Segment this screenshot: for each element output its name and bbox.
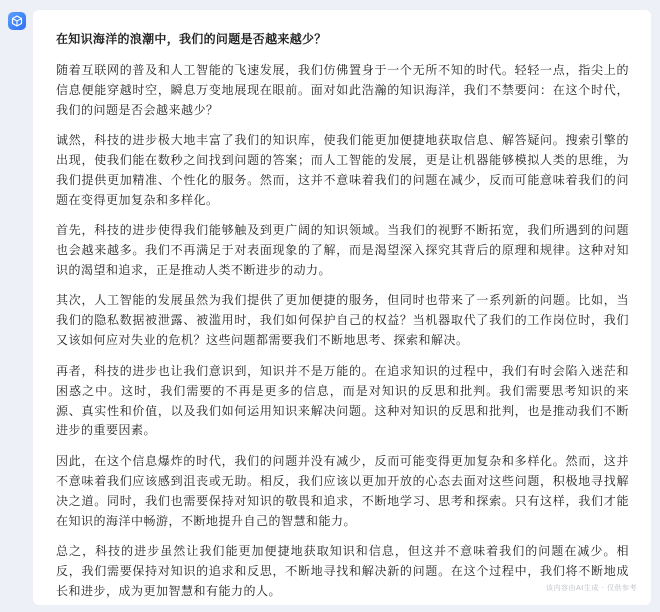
message-paragraph-4: 其次，人工智能的发展虽然为我们提供了更加便捷的服务，但同时也带来了一系列新的问题。比如，当我们的隐私数据被泄露、被滥用时，我们如何保护自己的权益？当机器取代了我们的工作岗位时，我们又该如何应对失业的危机？这些问题都需要我们不断地思考、探索和解决。 [56, 293, 629, 348]
message-paragraph-3: 首先，科技的进步使得我们能够触及到更广阔的知识领域。当我们的视野不断拓宽，我们所遇到的问题也会越来越多。我们不再满足于对表面现象的了解，而是渴望深入探究其背后的原理和规律。这种对知识的渴望和追求，正是推动人类不断进步的动力。 [56, 223, 629, 278]
assistant-avatar [8, 12, 26, 30]
message-paragraph-2: 诚然，科技的进步极大地丰富了我们的知识库，使我们能更加便捷地获取信息、解答疑问。搜索引擎的出现，使我们能在数秒之间找到问题的答案；而人工智能的发展，更是让机器能够模拟人类的思维，为我们提供更加精准、个性化的服务。然而，这并不意味着我们的问题在减少，反而可能意味着我们的问题在变得更加复杂和多样化。 [56, 133, 629, 207]
assistant-message-card [33, 10, 651, 605]
ai-disclaimer-watermark: 该内容由AI生成 · 仅供参考 [545, 584, 637, 593]
message-paragraph-6: 因此，在这个信息爆炸的时代，我们的问题并没有减少，反而可能变得更加复杂和多样化。然而，这并不意味着我们应该感到沮丧或无助。相反，我们应该以更加开放的心态去面对这些问题，积极地寻找解决之道。同时，我们也需要保持对知识的敬畏和追求，不断地学习、思考和探索。只有这样，我们才能在知识的海洋中畅游，不断地提升自己的智慧和能力。 [56, 453, 629, 528]
message-paragraph-5: 再者，科技的进步也让我们意识到，知识并不是万能的。在追求知识的过程中，我们有时会陷入迷茫和困惑之中。这时，我们需要的不再是更多的信息，而是对知识的反思和批判。我们需要思考知识的来源、真实性和价值，以及我们如何运用知识来解决问题。这种对知识的反思和批判，也是推动我们不断进步的重要因素。 [56, 363, 629, 438]
message-paragraph-1: 随着互联网的普及和人工智能的飞速发展，我们仿佛置身于一个无所不知的时代。轻轻一点，指尖上的信息便能穿越时空，瞬息万变地展现在眼前。面对如此浩瀚的知识海洋，我们不禁要问：在这个时代，我们的问题是否会越来越少？ [56, 62, 629, 117]
assistant-cube-icon [11, 15, 23, 27]
message-paragraph-7: 总之，科技的进步虽然让我们能更加便捷地获取知识和信息，但这并不意味着我们的问题在减少。相反，我们需要保持对知识的追求和反思，不断地寻找和解决新的问题。在这个过程中，我们将不断地成长和进步，成为更加智慧和有能力的人。 [56, 543, 629, 598]
message-title: 在知识海洋的浪潮中，我们的问题是否越来越少？ [56, 32, 327, 46]
